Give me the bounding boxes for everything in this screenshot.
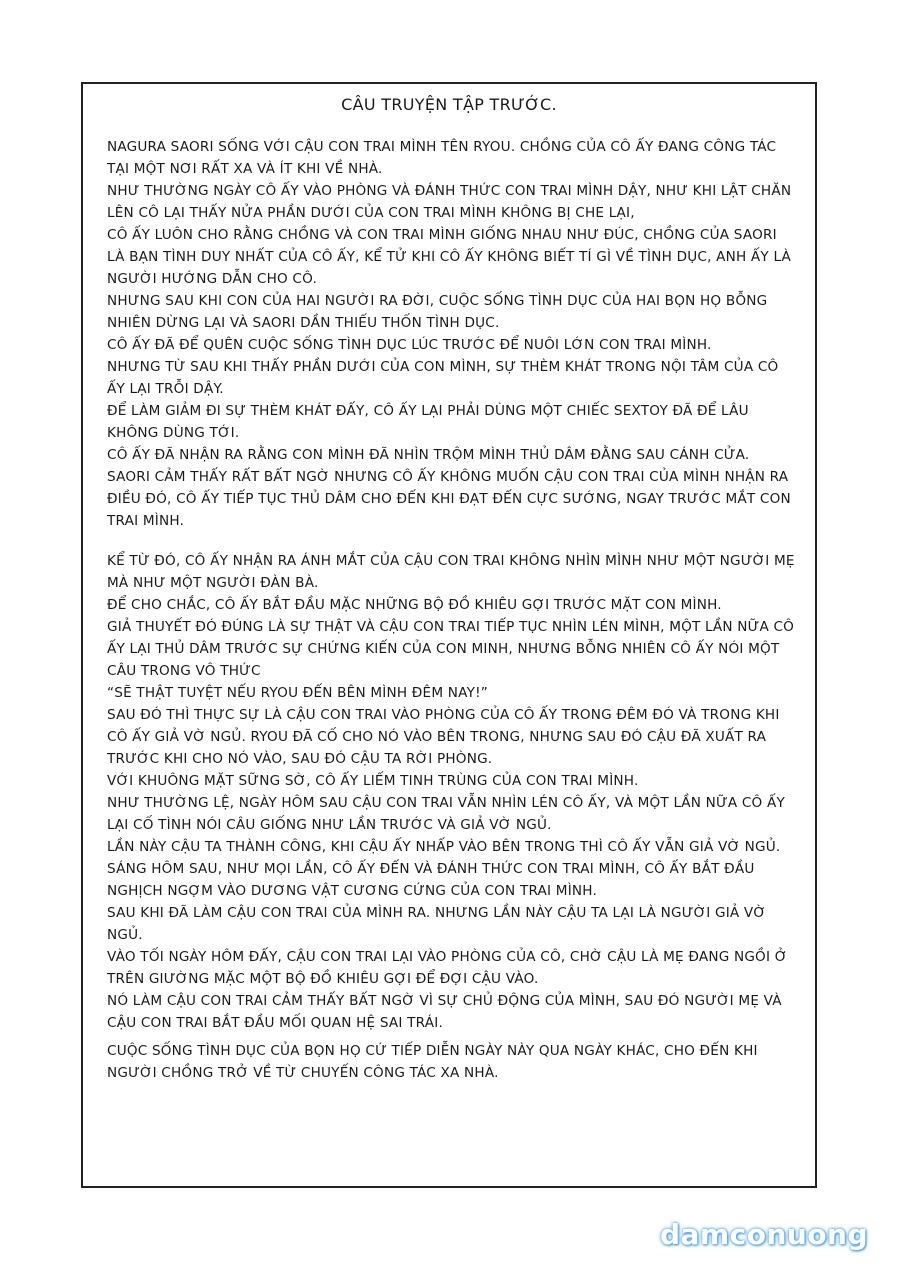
paragraph-13: “SẼ THẬT TUYỆT NẾU RYOU ĐẾN BÊN MÌNH ĐÊM NAY!” [107,685,488,701]
paragraph-9: SAORI CẢM THẤY RẤT BẤT NGỜ NHƯNG CÔ ẤY KHÔNG MUỐN CẬU CON TRAI CỦA MÌNH NHẬN RA ĐIỀU ĐÓ, CÔ ẤY TIẾP TỤC THỦ DÂM CHO ĐẾN KHI ĐẠT ĐẾN CỰC SƯỚNG, NGAY TRƯỚC MẮT CON TRAI MÌNH. [107,469,791,529]
paragraph-3: CÔ ẤY LUÔN CHO RẰNG CHỒNG VÀ CON TRAI MÌNH GIỐNG NHAU NHƯ ĐÚC, CHỒNG CỦA SAORI LÀ BẠN TÌNH DUY NHẤT CỦA CÔ ẤY, KỂ TỬ KHI CÔ ẤY KHÔNG BIẾT TÍ GÌ VỀ TÌNH DỤC, ANH ẤY LÀ NGƯỜI HƯỚNG DẪN CHO CÔ. [107,227,792,287]
paragraph-12: GIẢ THUYẾT ĐÓ ĐÚNG LÀ SỰ THẬT VÀ CẬU CON TRAI TIẾP TỤC NHÌN LÉN MÌNH, MỘT LẦN NỮA CÔ ẤY LẠI THỦ DÂM TRƯỚC SỰ CHỨNG KIẾN CỦA CON MINH, NHƯNG BỖNG NHIÊN CÔ ẤY NÓI MỘT CÂU TRONG VÔ THỨC [107,619,795,679]
paragraph-22: CUỘC SỐNG TÌNH DỤC CỦA BỌN HỌ CỨ TIẾP DIỄN NGÀY NÀY QUA NGÀY KHÁC, CHO ĐẾN KHI NGƯỜI CHỒNG TRỞ VỀ TỪ CHUYẾN CÔNG TÁC XA NHÀ. [107,1043,758,1081]
text-panel [81,82,817,1188]
paragraph-4: NHƯNG SAU KHI CON CỦA HAI NGƯỜI RA ĐỜI, CUỘC SỐNG TÌNH DỤC CỦA HAI BỌN HỌ BỖNG NHIÊN DỪNG LẠI VÀ SAORI DẦN THIẾU THỐN TÌNH DỤC. [107,293,768,331]
paragraph-18: SÁNG HÔM SAU, NHƯ MỌI LẦN, CÔ ẤY ĐẾN VÀ ĐÁNH THỨC CON TRAI MÌNH, CÔ ẤY BẮT ĐẦU NGHỊCH NGỢM VÀO DƯƠNG VẬT CƯƠNG CỨNG CỦA CON TRAI MÌNH. [107,861,755,899]
paragraph-20: VÀO TỐI NGÀY HÔM ĐẤY, CẬU CON TRAI LẠI VÀO PHÒNG CỦA CÔ, CHỜ CẬU LÀ MẸ ĐANG NGỒI Ở TRÊN GIƯỜNG MẶC MỘT BỘ ĐỒ KHIÊU GỢI ĐỂ ĐỢI CẬU VÀO. [107,949,788,987]
watermark-logo: damconuong [660,1218,869,1251]
paragraph-19: SAU KHI ĐÃ LÀM CẬU CON TRAI CỦA MÌNH RA. NHƯNG LẦN NÀY CẬU TA LẠI LÀ NGƯỜI GIẢ VỜ NGỦ. [107,905,767,943]
paragraph-16: NHƯ THƯỜNG LỆ, NGÀY HÔM SAU CẬU CON TRAI VẪN NHÌN LÉN CÔ ẤY, VÀ MỘT LẦN NỮA CÔ ẤY LẠI CỐ TÌNH NÓI CÂU GIỐNG NHƯ LẦN TRƯỚC VÀ GIẢ VỜ NGỦ. [107,795,785,833]
paragraph-15: VỚI KHUÔNG MẶT SỮNG SỜ, CÔ ẤY LIẾM TINH TRÙNG CỦA CON TRAI MÌNH. [107,773,639,789]
paragraph-21: NÓ LÀM CẬU CON TRAI CẢM THẤY BẤT NGỜ VÌ SỰ CHỦ ĐỘNG CỦA MÌNH, SAU ĐÓ NGƯỜI MẸ VÀ CẬU CON TRAI BẮT ĐẦU MỐI QUAN HỆ SAI TRÁI. [107,993,782,1031]
paragraph-5: CÔ ẤY ĐÃ ĐỂ QUÊN CUỘC SỐNG TÌNH DỤC LÚC TRƯỚC ĐỂ NUÔI LỚN CON TRAI MÌNH. [107,337,712,353]
paragraph-7: ĐỂ LÀM GIẢM ĐI SỰ THÈM KHÁT ĐẤY, CÔ ẤY LẠI PHẢI DÙNG MỘT CHIẾC SEXTOY ĐÃ ĐỂ LÂU KHÔNG DÙNG TỚI. [107,403,749,441]
paragraph-8: CÔ ẤY ĐÃ NHẬN RA RẰNG CON MÌNH ĐÃ NHÌN TRỘM MÌNH THỦ DÂM ĐẰNG SAU CÁNH CỬA. [107,447,750,463]
paragraph-17: LẦN NÀY CẬU TA THÀNH CÔNG, KHI CẬU ẤY NHẤP VÀO BÊN TRONG THÌ CÔ ẤY VẪN GIẢ VỜ NGỦ. [107,839,781,855]
section-gap [107,532,797,550]
paragraph-1: NAGURA SAORI SỐNG VỚI CẬU CON TRAI MÌNH TÊN RYOU. CHỒNG CỦA CÔ ẤY ĐANG CÔNG TÁC TẠI MỘT NƠI RẤT XA VÀ ÍT KHI VỀ NHÀ. [107,139,777,177]
paragraph-14: SAU ĐÓ THÌ THỰC SỰ LÀ CẬU CON TRAI VÀO PHÒNG CỦA CÔ ẤY TRONG ĐÊM ĐÓ VÀ TRONG KHI CÔ ẤY GIẢ VỜ NGỦ. RYOU ĐÃ CỐ CHO NÓ VÀO BÊN TRONG, NHƯNG SAU ĐÓ CẬU ĐÃ XUẤT RA TRƯỚC KHI CHO NÓ VÀO, SAU ĐÓ CẬU TA RỜI PHÒNG. [107,707,780,767]
paragraph-10: KỂ TỪ ĐÓ, CÔ ẤY NHẬN RA ÁNH MẮT CỦA CẬU CON TRAI KHÔNG NHÌN MÌNH NHƯ MỘT NGƯỜI MẸ MÀ NHƯ MỘT NGƯỜI ĐÀN BÀ. [107,553,795,591]
paragraph-6: NHƯNG TỪ SAU KHI THẤY PHẦN DƯỚI CỦA CON MÌNH, SỰ THÈM KHÁT TRONG NỘI TÂM CỦA CÔ ẤY LẠI TRỖI DẬY. [107,359,779,397]
paragraph-11: ĐỂ CHO CHẮC, CÔ ẤY BẮT ĐẦU MẶC NHỮNG BỘ ĐỒ KHIÊU GỢI TRƯỚC MẶT CON MÌNH. [107,597,722,613]
story-text [107,136,797,1084]
page-title: CÂU TRUYỆN TẬP TRƯỚC. [341,95,557,114]
paragraph-2: NHƯ THƯỜNG NGÀY CÔ ẤY VÀO PHÒNG VÀ ĐÁNH THỨC CON TRAI MÌNH DẬY, NHƯ KHI LẬT CHĂN LÊN CÔ LẠI THẤY NỬA PHẦN DƯỚI CỦA CON TRAI MÌNH KHÔNG BỊ CHE LẠI, [107,183,792,221]
